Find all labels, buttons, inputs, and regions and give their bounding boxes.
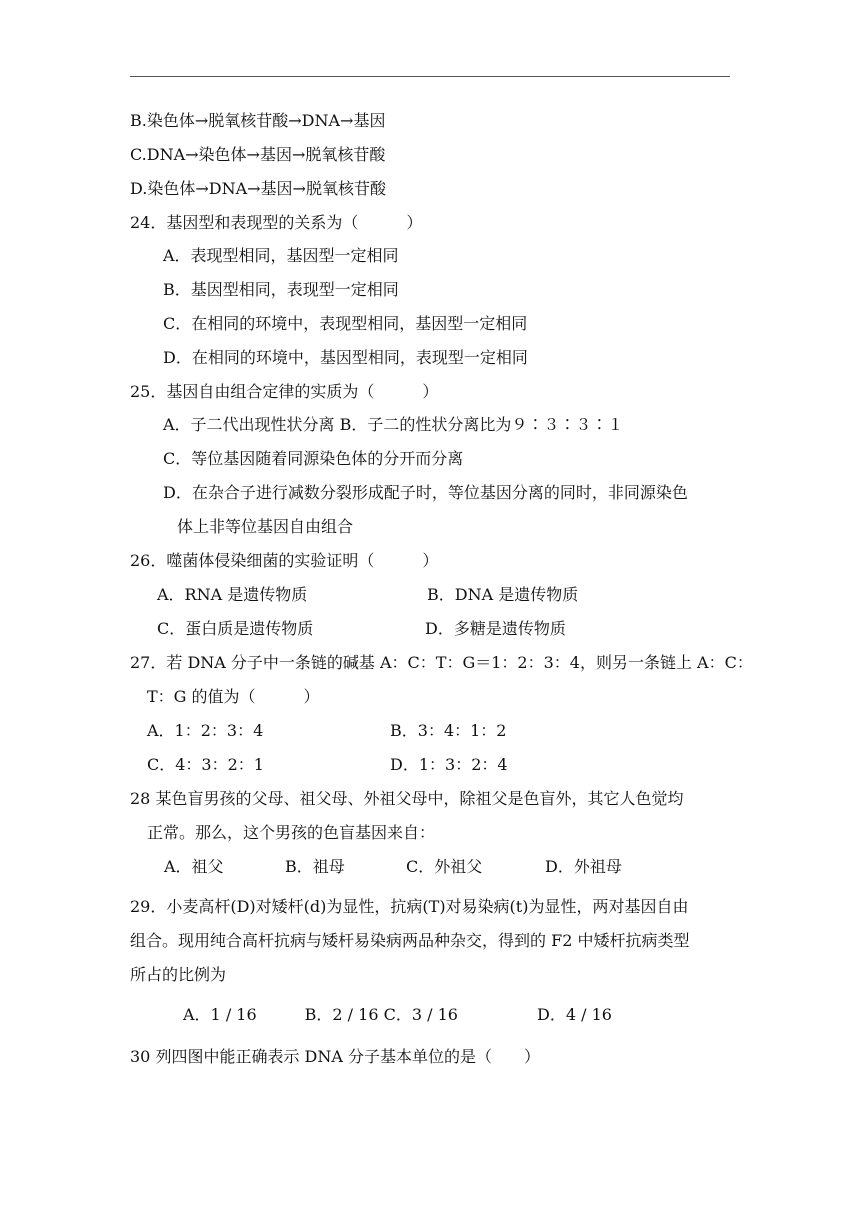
q24-option-d: D．在相同的环境中，基因型相同，表现型一定相同	[163, 348, 528, 367]
q28-option-d: D．外祖母	[545, 857, 622, 876]
q27-option-c: C．4：3：2：1	[147, 755, 264, 774]
q25-option-d-line2: 体上非等位基因自由组合	[177, 517, 354, 536]
q28-stem-line2: 正常。那么，这个男孩的色盲基因来自：	[147, 823, 436, 842]
q26-option-c: C．蛋白质是遗传物质	[157, 619, 314, 638]
q29-options-abc: A．1 / 16 B．2 / 16 C．3 / 16	[183, 1005, 458, 1024]
q30-stem: 30 列四图中能正确表示 DNA 分子基本单位的是（ ）	[130, 1047, 541, 1066]
q27-option-a: A．1：2：3：4	[147, 721, 264, 740]
q27-stem-line2: T：G 的值为（ ）	[147, 687, 320, 706]
q28-option-b: B．祖母	[285, 857, 345, 876]
q24-option-b: B．基因型相同，表现型一定相同	[163, 280, 399, 299]
q25-option-c: C．等位基因随着同源染色体的分开而分离	[163, 449, 464, 468]
header-rule	[130, 76, 730, 77]
q24-stem: 24．基因型和表现型的关系为（ ）	[130, 213, 423, 232]
q26-option-a: A．RNA 是遗传物质	[157, 585, 308, 604]
q28-option-c: C．外祖父	[406, 857, 483, 876]
q26-option-d: D．多糖是遗传物质	[425, 619, 566, 638]
q28-option-a: A．祖父	[164, 857, 224, 876]
q24-option-c: C．在相同的环境中，表现型相同，基因型一定相同	[163, 314, 528, 333]
q26-option-b: B．DNA 是遗传物质	[427, 585, 579, 604]
q25-stem: 25．基因自由组合定律的实质为（ ）	[130, 382, 439, 401]
q26-stem: 26．噬菌体侵染细菌的实验证明（ ）	[130, 551, 439, 570]
q23-option-b: B.染色体→脱氧核苷酸→DNA→基因	[130, 111, 386, 130]
q23-option-d: D.染色体→DNA→基因→脱氧核苷酸	[130, 179, 386, 198]
q29-stem-line2: 组合。现用纯合高杆抗病与矮杆易染病两品种杂交，得到的 F2 中矮杆抗病类型	[130, 931, 690, 950]
q29-option-d: D．4 / 16	[537, 1005, 612, 1024]
q28-stem-line1: 28 某色盲男孩的父母、祖父母、外祖父母中，除祖父是色盲外，其它人色觉均	[130, 789, 684, 808]
q25-option-d-line1: D．在杂合子进行减数分裂形成配子时，等位基因分离的同时，非同源染色	[163, 483, 688, 502]
q29-stem-line3: 所占的比例为	[130, 965, 227, 984]
q27-option-d: D．1：3：2：4	[390, 755, 508, 774]
q27-option-b: B．3：4：1：2	[390, 721, 507, 740]
q27-stem-line1: 27．若 DNA 分子中一条链的碱基 A：C：T：G＝1：2：3：4，则另一条链上 A：C：	[130, 653, 753, 672]
q25-option-ab: A．子二代出现性状分离 B．子二的性状分离比为９∶３∶３∶１	[163, 415, 624, 434]
q23-option-c: C.DNA→染色体→基因→脱氧核苷酸	[130, 145, 386, 164]
q24-option-a: A．表现型相同，基因型一定相同	[163, 246, 399, 265]
q29-stem-line1: 29．小麦高杆(D)对矮杆(d)为显性，抗病(T)对易染病(t)为显性，两对基因自由	[130, 897, 689, 916]
